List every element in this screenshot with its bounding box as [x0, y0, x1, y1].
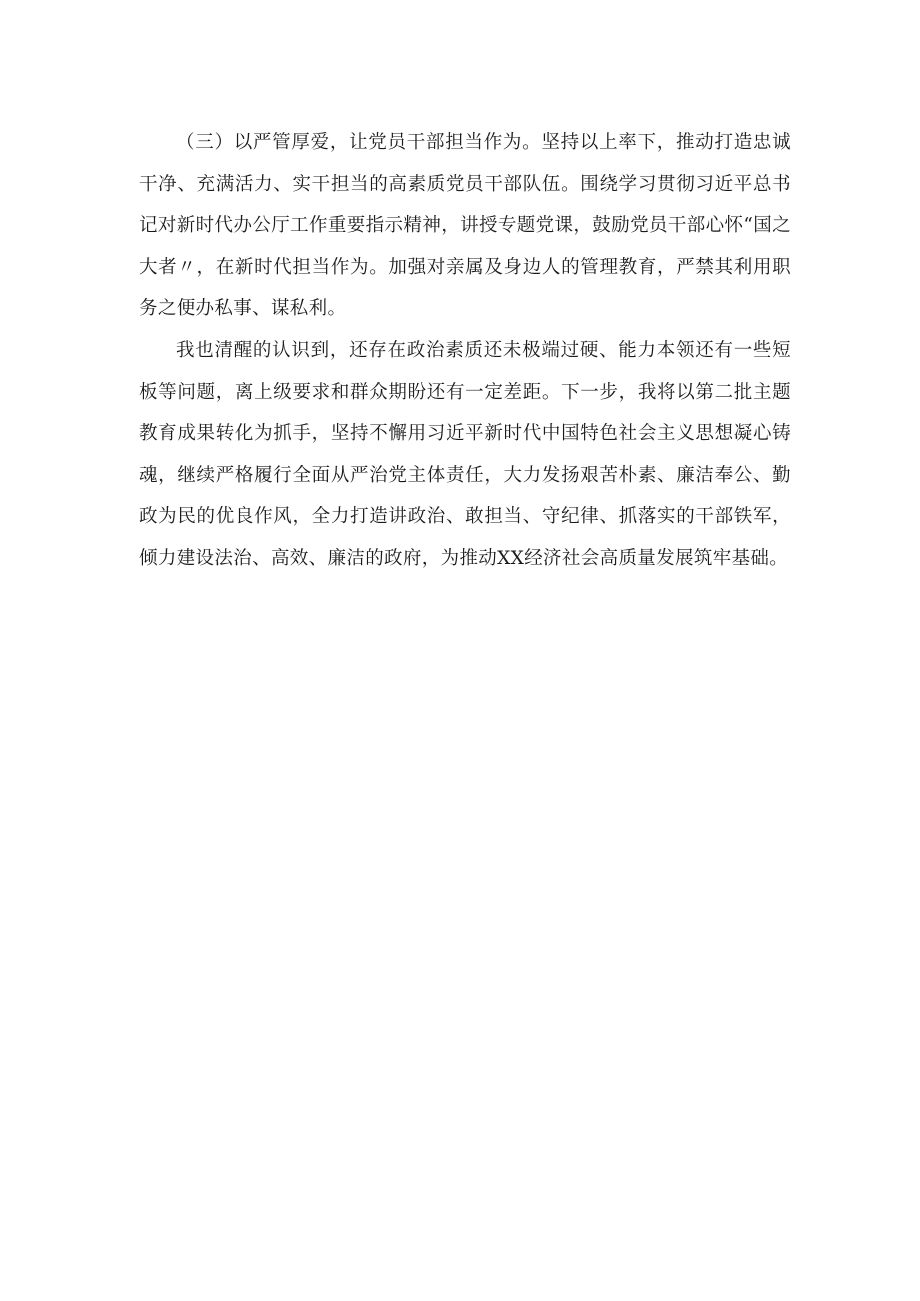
paragraph-self-reflection: 我也清醒的认识到，还存在政治素质还未极端过硬、能力本领还有一些短板等问题，离上级要求和群众期盼还有一定差距。下一步，我将以第二批主题教育成果转化为抓手，坚持不懈用习近平新时代中国特色社会主义思想凝心铸魂，继续严格履行全面从严治党主体责任，大力发扬艰苦朴素、廉洁奉公、勤政为民的优良作风，全力打造讲政治、敢担当、守纪律、抓落实的干部铁军，倾力建设法治、高效、廉洁的政府，为推动XX经济社会高质量发展筑牢基础。 [139, 339, 791, 569]
document-body [139, 122, 791, 580]
paragraph-strict-management: （三）以严管厚爱，让党员干部担当作为。坚持以上率下，推动打造忠诚干净、充满活力、实干担当的高素质党员干部队伍。围绕学习贯彻习近平总书记对新时代办公厅工作重要指示精神，讲授专题党课，鼓励党员干部心怀“国之大者〃，在新时代担当作为。加强对亲属及身边人的管理教育，严禁其利用职务之便办私事、谋私利。 [139, 132, 791, 320]
